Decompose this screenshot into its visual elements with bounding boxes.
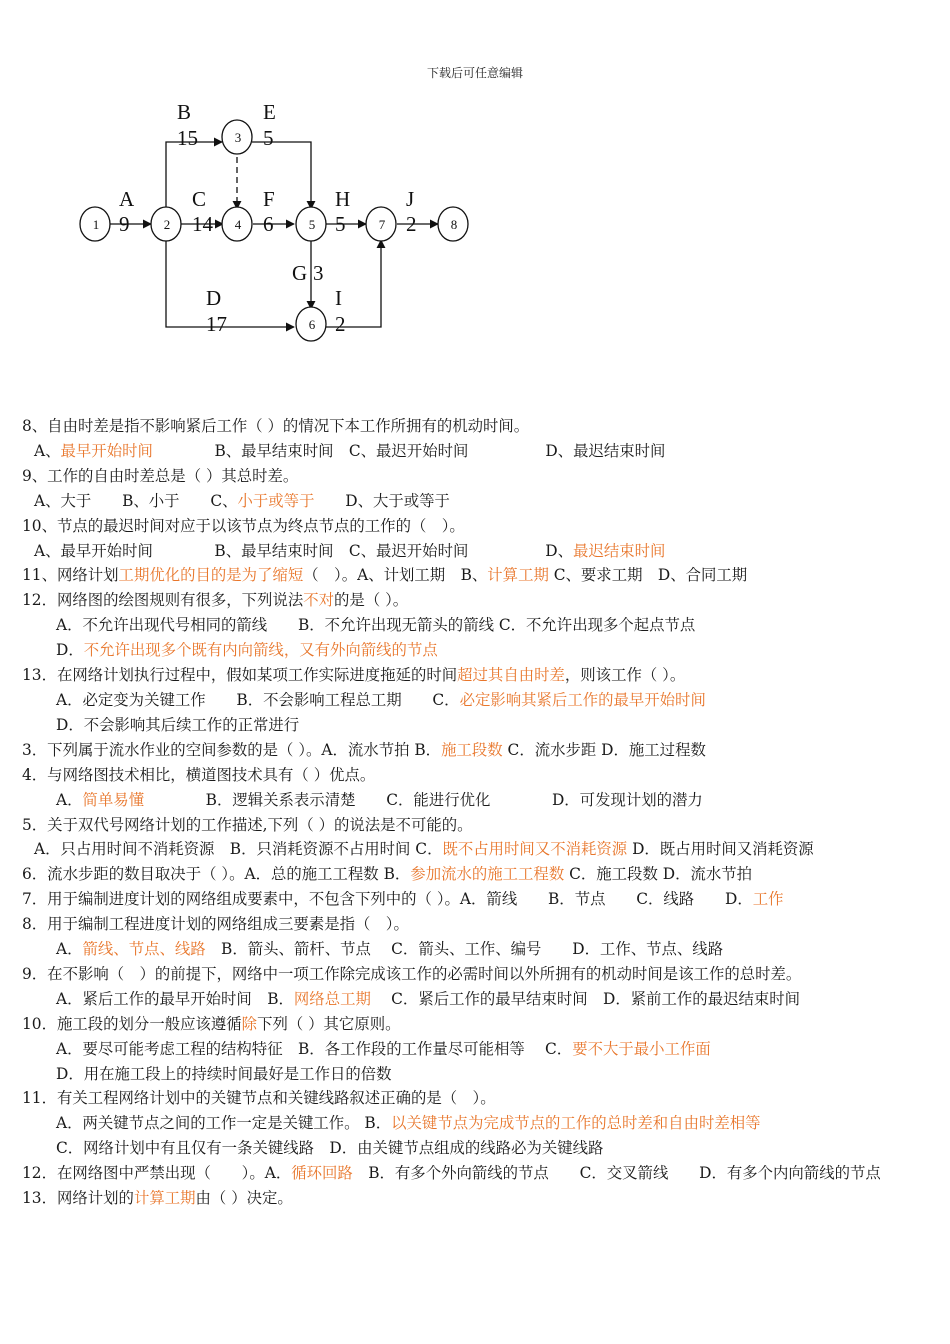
question-line	[22, 1012, 922, 1037]
activity-E-name: E	[263, 100, 276, 124]
activity-F-name: F	[263, 187, 275, 211]
activity-E-duration: 5	[263, 126, 274, 150]
question-text: B．有多个外向箭线的节点 C．交叉箭线 D．有多个内向箭线的节点	[352, 1164, 881, 1183]
question-line	[22, 514, 922, 539]
question-text: ，则该工作（ ）。	[564, 666, 686, 685]
question-text: 9、工作的自由时差总是（ ）其总时差。	[22, 466, 299, 485]
activity-F-duration: 6	[263, 212, 274, 236]
question-text: A．	[56, 790, 83, 809]
activity-A-name: A	[119, 187, 135, 211]
node-5-label: 5	[308, 217, 316, 232]
question-text: C、要求工期 D、合同工期	[548, 566, 748, 585]
highlighted-answer: 不对	[303, 591, 335, 610]
question-text: 11．有关工程网络计划中的关键节点和关键线路叙述正确的是（ ）。	[22, 1089, 496, 1108]
question-text: A．不允许出现代号相同的箭线 B．不允许出现无箭头的箭线 C．不允许出现多个起点节点	[56, 616, 696, 635]
activity-J-name: J	[406, 187, 415, 211]
highlighted-answer: 计算工期	[487, 566, 549, 585]
node-3-label: 3	[234, 130, 242, 145]
question-text: C．网络计划中有且仅有一条关键线路 D．由关键节点组成的线路必为关键线路	[56, 1139, 604, 1158]
activity-D-name: D	[206, 286, 222, 310]
question-line	[22, 663, 922, 688]
highlighted-answer: 不允许出现多个既有内向箭线，又有外向箭线的节点	[83, 641, 438, 660]
question-text: A．两关键节点之间的工作一定是关键工作。 B．	[56, 1114, 392, 1133]
question-text: A、最早开始时间 B、最早结束时间 C、最迟开始时间 D、	[34, 541, 574, 560]
highlighted-answer: 要不大于最小工作面	[572, 1039, 711, 1058]
question-text: 下列（ ）其它原则。	[257, 1014, 401, 1033]
question-text: 10．施工段的划分一般应该遵循	[22, 1014, 242, 1033]
question-text: D．	[56, 641, 84, 660]
question-line	[22, 563, 922, 588]
node-7-label: 7	[378, 217, 386, 232]
activity-G-duration: 3	[313, 261, 324, 285]
question-line	[22, 1086, 922, 1111]
question-line	[22, 1186, 922, 1211]
question-line	[22, 613, 922, 638]
activity-C-name: C	[192, 187, 207, 211]
question-line	[22, 837, 922, 862]
question-line	[22, 1037, 922, 1062]
question-line	[22, 763, 922, 788]
highlighted-answer: 工期优化的目的是为了缩短	[118, 566, 304, 585]
node-1-label: 1	[92, 217, 100, 232]
question-line	[22, 688, 922, 713]
question-text: 的是（ ）。	[334, 591, 409, 610]
question-text: D．既占用时间又消耗资源	[627, 840, 814, 859]
question-text: C．流水步距 D．施工过程数	[502, 740, 706, 759]
question-line	[22, 738, 922, 763]
question-text: 9．在不影响（ ）的前提下，网络中一项工作除完成该工作的必需时间以外所拥有的机动时间是该工作的总时差。	[22, 964, 802, 983]
question-text: 4．与网络图技术相比，横道图技术具有（ ）优点。	[22, 765, 376, 784]
highlighted-answer: 施工段数	[441, 740, 503, 759]
highlighted-answer: 以关键节点为完成节点的工作的总时差和自由时差相等	[391, 1114, 761, 1133]
question-line	[22, 912, 922, 937]
highlighted-answer: 既不占用时间又不消耗资源	[442, 840, 628, 859]
activity-J-duration: 2	[406, 212, 417, 236]
question-text: 3．下列属于流水作业的空间参数的是（ ）。A．流水节拍 B．	[22, 740, 442, 759]
question-text: A．紧后工作的最早开始时间 B．	[56, 989, 294, 1008]
activity-H-duration: 5	[335, 212, 346, 236]
highlighted-answer: 超过其自由时差	[457, 666, 565, 685]
node-2-label: 2	[163, 217, 171, 232]
question-text: 12．网络图的绘图规则有很多，下列说法	[22, 591, 304, 610]
highlighted-answer: 参加流水的施工工程数	[410, 865, 565, 884]
question-line	[22, 937, 922, 962]
question-text: 6．流水步距的数目取决于（ ）。A．总的施工工程数 B．	[22, 865, 411, 884]
page-header: 下载后可任意编辑	[426, 66, 523, 80]
question-text: A．只占用时间不消耗资源 B．只消耗资源不占用时间 C．	[34, 840, 443, 859]
question-text: 由（ ）决定。	[195, 1189, 293, 1208]
question-text: B、最早结束时间 C、最迟开始时间 D、最迟结束时间	[152, 441, 666, 460]
activity-B-name: B	[177, 100, 192, 124]
node-6-label: 6	[308, 317, 316, 332]
question-text: A、大于 B、小于 C、	[34, 491, 238, 510]
question-line	[22, 439, 922, 464]
highlighted-answer: 最早开始时间	[60, 441, 153, 460]
question-text: 7．用于编制进度计划的网络组成要素中，不包含下列中的（ ）。A．箭线 B．节点 C．线路 D．	[22, 890, 753, 909]
arrow-E	[252, 142, 311, 209]
question-text: 5．关于双代号网络计划的工作描述,下列（ ）的说法是不可能的。	[22, 815, 473, 834]
question-line	[22, 887, 922, 912]
question-text: （ ）。A、计划工期 B、	[303, 566, 488, 585]
question-text: 12．在网络图中严禁出现（ ）。A．	[22, 1164, 292, 1183]
question-line	[22, 464, 922, 489]
highlighted-answer: 计算工期	[133, 1189, 196, 1208]
question-text: 8、自由时差是指不影响紧后工作（ ）的情况下本工作所拥有的机动时间。	[22, 417, 530, 435]
activity-B-duration: 15	[177, 126, 198, 150]
highlighted-answer: 最迟结束时间	[573, 541, 666, 560]
activity-G-name: G	[292, 261, 308, 285]
question-line	[22, 638, 922, 663]
question-line	[22, 588, 922, 613]
question-text: D、大于或等于	[314, 491, 450, 510]
question-line	[22, 813, 922, 838]
question-text: 8．用于编制工程进度计划的网络组成三要素是指（ ）。	[22, 915, 409, 934]
question-line	[22, 1111, 922, 1136]
question-line	[22, 713, 922, 738]
activity-C-duration: 14	[192, 212, 213, 236]
activity-D-duration: 17	[206, 312, 227, 336]
question-text: 13．在网络计划执行过程中，假如某项工作实际进度拖延的时间	[22, 666, 458, 685]
question-text: A．必定变为关键工作 B．不会影响工程总工期 C．	[56, 690, 460, 709]
question-line	[22, 1161, 922, 1186]
activity-H-name: H	[335, 187, 351, 211]
highlighted-answer: 工作	[752, 890, 784, 909]
question-text: 13．网络计划的	[22, 1189, 134, 1208]
node-4-label: 4	[234, 217, 242, 232]
highlighted-answer: 箭线、节点、线路	[82, 940, 206, 959]
highlighted-answer: 小于或等于	[237, 491, 315, 510]
question-text: C．紧后工作的最早结束时间 D．紧前工作的最迟结束时间	[370, 989, 801, 1008]
arrow-D	[166, 239, 294, 327]
question-line	[22, 539, 922, 564]
network-diagram	[0, 0, 950, 360]
question-line	[22, 489, 922, 514]
question-line	[22, 987, 922, 1012]
question-line	[22, 414, 922, 439]
question-text: D．不会影响其后续工作的正常进行	[56, 715, 300, 734]
question-text: 10、节点的最迟时间对应于以该节点为终点节点的工作的（ ）。	[22, 516, 465, 535]
question-list	[22, 414, 922, 1211]
question-text: 11、网络计划	[22, 566, 119, 585]
highlighted-answer: 循环回路	[291, 1164, 353, 1183]
node-8-label: 8	[450, 217, 458, 232]
question-text: A、	[34, 441, 61, 460]
activity-I-duration: 2	[335, 312, 346, 336]
node-numbers	[93, 130, 458, 332]
question-text: A．要尽可能考虑工程的结构特征 B．各工作段的工作量尽可能相等 C．	[56, 1039, 573, 1058]
activity-I-name: I	[335, 286, 342, 310]
question-line	[22, 1062, 922, 1087]
highlighted-answer: 简单易懂	[82, 790, 145, 809]
highlighted-answer: 除	[241, 1014, 258, 1033]
question-line	[22, 862, 922, 887]
question-text: A．	[56, 940, 83, 959]
question-text: C．施工段数 D．流水节拍	[564, 865, 753, 884]
activity-A-duration: 9	[119, 212, 130, 236]
question-line	[22, 1136, 922, 1161]
question-text: B．逻辑关系表示清楚 C．能进行优化 D．可发现计划的潜力	[144, 790, 703, 809]
highlighted-answer: 必定影响其紧后工作的最早开始时间	[459, 690, 706, 709]
question-text: D．用在施工段上的持续时间最好是工作日的倍数	[56, 1064, 392, 1083]
question-line	[22, 962, 922, 987]
question-line	[22, 788, 922, 813]
highlighted-answer: 网络总工期	[293, 989, 371, 1008]
question-text: B．箭头、箭杆、节点 C．箭头、工作、编号 D．工作、节点、线路	[205, 940, 724, 959]
